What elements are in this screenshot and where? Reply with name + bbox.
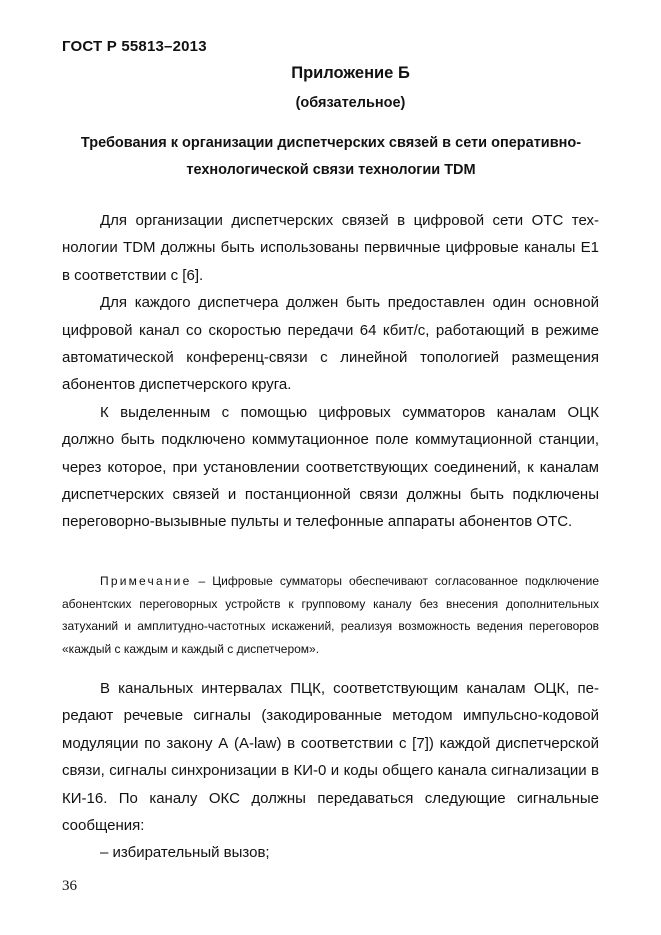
section-title-line-2: технологической связи технологии TDM <box>186 162 476 178</box>
paragraph-2: Для каждого диспетчера должен быть предоставлен один основной цифровой канал со скоростью передачи 64 кбит/с, работающий в режиме автоматической конференц-связи с линейной топологией размещения абонентов диспетчерского круга. <box>62 294 599 394</box>
paragraph-4: В канальных интервалах ПЦК, соответствующим каналам ОЦК, передают речевые сигналы (закодированные методом импульсно-кодовой модуляции по закону А (A-law) в соответствии с [7]) каждой диспетчерской связи, сигналы синхронизации в КИ-0 и коды общего канала сигнализации в КИ-16. По каналу ОКС должны передаваться следующие сигнальные сообщения: <box>62 680 599 835</box>
appendix-title: Приложение Б <box>291 64 410 82</box>
body-text-block-2 <box>62 675 599 867</box>
page-number: 36 <box>62 878 77 894</box>
note-label: Примечание <box>100 574 192 588</box>
note-paragraph <box>62 570 599 660</box>
note-text: – Цифровые сумматоры обеспечивают согласованное подключение абонентских переговорных устройств к групповому каналу без внесения дополнительных затуханий и амплитудно-частотных искажений, реализуя возможность ведения переговоров «каждый с каждым и каждый с диспетчером». <box>62 574 599 656</box>
paragraph-3: К выделенным с помощью цифровых сумматоров каналам ОЦК должно быть подключено коммутационное поле коммутационной станции, через которое, при установлении соответствующих соединений, к каналам диспетчерских связей и постанционной связи должны быть подключены переговорно-вызывные пульты и телефонные аппараты абонентов ОТС. <box>62 403 599 531</box>
appendix-status: (обязательное) <box>295 95 406 111</box>
section-title <box>55 130 607 184</box>
standard-header: ГОСТ Р 55813–2013 <box>62 38 207 55</box>
section-title-line-1: Требования к организации диспетчерских связей в сети оперативно- <box>80 135 582 151</box>
list-item-selective-call: – избирательный вызов; <box>100 844 270 862</box>
note-block <box>62 570 599 660</box>
paragraph-1: Для организации диспетчерских связей в цифровой сети ОТС технологии TDM должны быть использованы первичные цифровые каналы Е1 в соответствии с [6]. <box>62 212 599 284</box>
body-text-block-1 <box>62 207 599 536</box>
